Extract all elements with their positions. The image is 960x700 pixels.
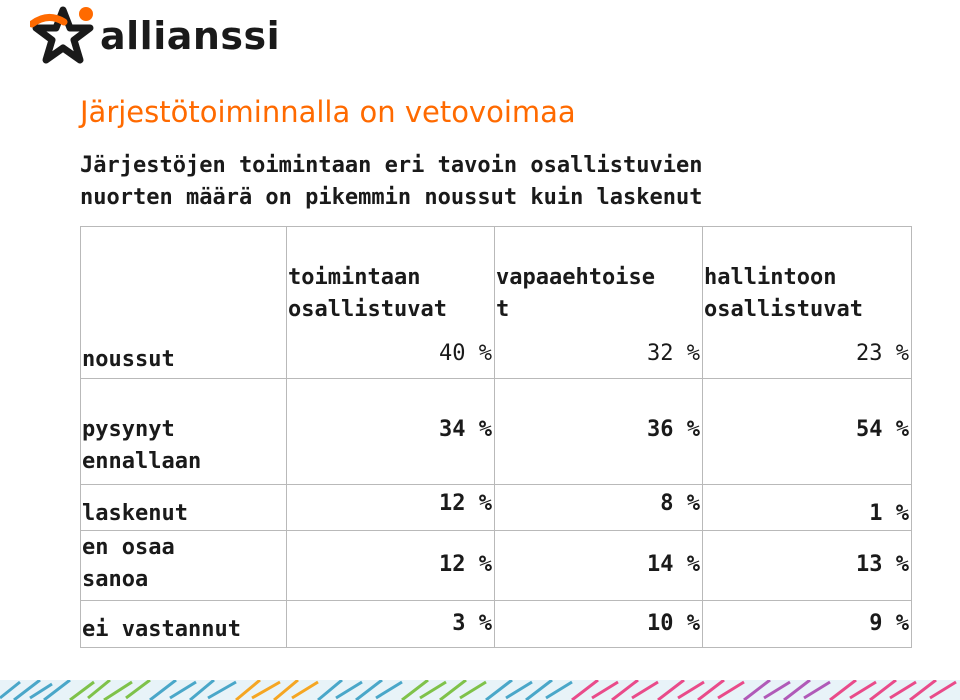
column-header: vapaaehtoise t [496,265,655,322]
table-border [80,530,912,531]
table-border [80,600,912,601]
table-border [494,226,495,648]
table-border [286,226,287,648]
table-border [911,226,912,648]
table-cell: 12 % [439,491,492,516]
table-cell: 3 % [452,611,492,636]
row-label: en osaa sanoa [82,535,175,592]
table-cell: 8 % [660,491,700,516]
page-subtitle [80,150,900,214]
table-border [80,226,912,227]
table-cell: 23 % [856,341,909,366]
table-cell: 13 % [856,552,909,577]
star-person-logo-icon [30,4,96,66]
table-cell: 14 % [647,552,700,577]
table-cell: 12 % [439,552,492,577]
table-cell: 54 % [856,417,909,442]
table-border [702,226,703,648]
column-header: hallintoon osallistuvat [704,265,863,322]
table-cell: 40 % [439,341,492,366]
decorative-footer-strip [0,680,960,700]
row-label: pysynyt ennallaan [82,417,202,474]
table-cell: 10 % [647,611,700,636]
results-table [80,226,912,648]
row-label: ei vastannut [82,617,241,642]
table-border [80,647,912,648]
table-border [80,484,912,485]
table-cell: 32 % [647,341,700,366]
column-header: toimintaan osallistuvat [288,265,447,322]
row-label: noussut [82,347,175,372]
table-cell: 34 % [439,417,492,442]
table-cell: 9 % [869,611,909,636]
brand-logo [30,4,281,66]
table-border [80,378,912,379]
table-cell: 36 % [647,417,700,442]
table-cell: 1 % [869,501,909,526]
page-title: Järjestötoiminnalla on vetovoimaa [80,95,576,129]
brand-name: allianssi [100,14,281,58]
table-border [80,226,81,648]
subtitle-line: nuorten määrä on pikemmin noussut kuin laskenut [80,185,703,210]
subtitle-line: Järjestöjen toimintaan eri tavoin osallistuvien [80,153,703,178]
row-label: laskenut [82,501,188,526]
